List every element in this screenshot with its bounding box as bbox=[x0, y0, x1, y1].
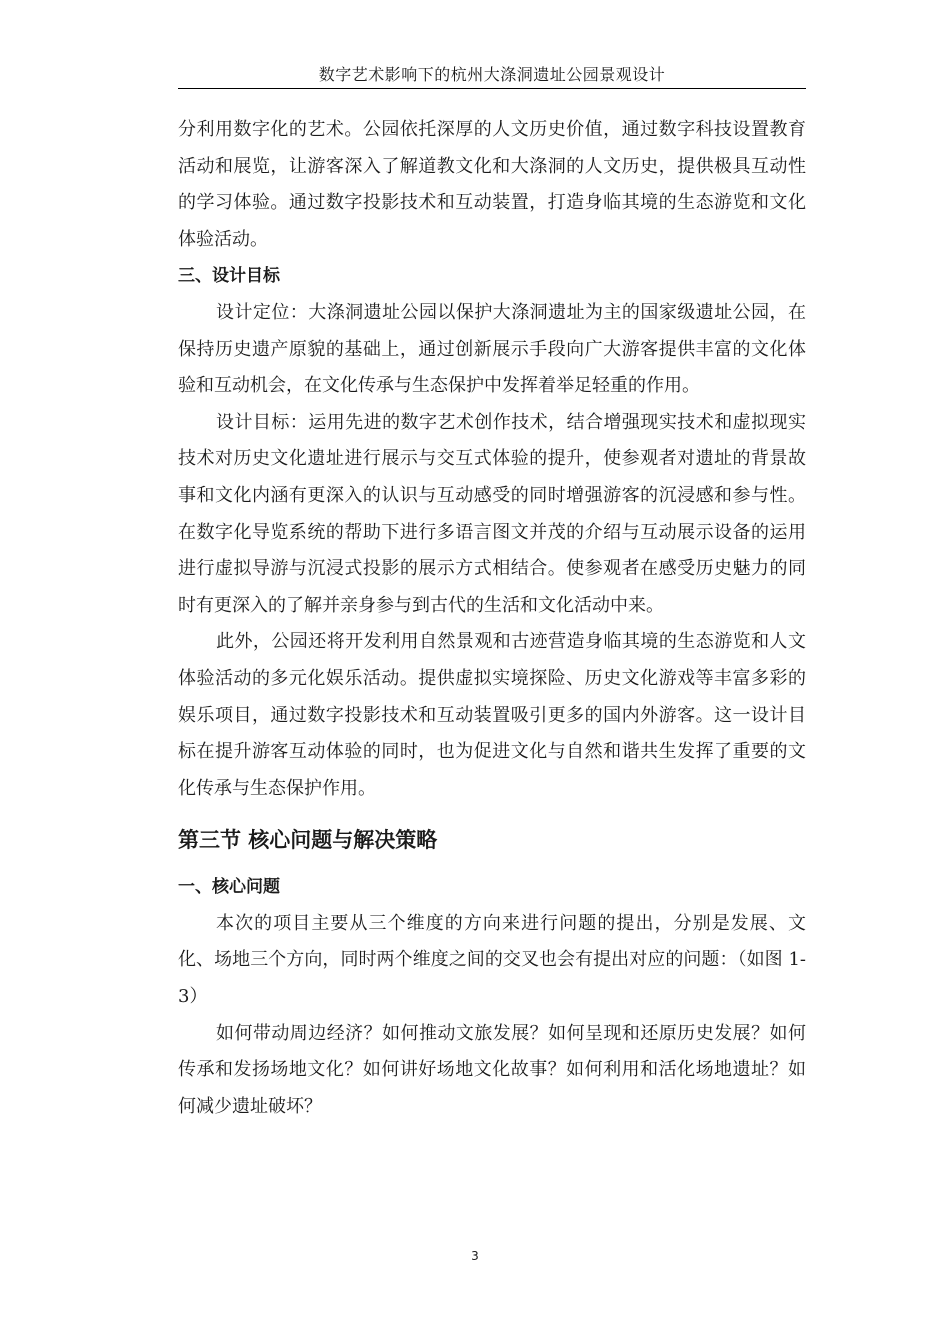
subsection-title-core-issues: 一、核心问题 bbox=[178, 877, 280, 898]
body-text bbox=[178, 112, 806, 1125]
paragraph-continued: 分利用数字化的艺术。公园依托深厚的人文历史价值，通过数字科技设置教育活动和展览，让游客深入了解道教文化和大涤洞的人文历史，提供极具互动性的学习体验。通过数字投影技术和互动装置，打造身临其境的生态游览和文化体验活动。 bbox=[178, 119, 806, 250]
paragraph-design-goal: 设计目标：运用先进的数字艺术创作技术，结合增强现实技术和虚拟现实技术对历史文化遗址进行展示与交互式体验的提升，使参观者对遗址的背景故事和文化内涵有更深入的认识与互动感受的同时增强游客的沉浸感和参与性。在数字化导览系统的帮助下进行多语言图文并茂的介绍与互动展示设备的运用进行虚拟导游与沉浸式投影的展示方式相结合。使参观者在感受历史魅力的同时有更深入的了解并亲身参与到古代的生活和文化活动中来。 bbox=[178, 411, 806, 616]
paragraph-issues-intro: 本次的项目主要从三个维度的方向来进行问题的提出，分别是发展、文化、场地三个方向，同时两个维度之间的交叉也会有提出对应的问题：（如图 1-3） bbox=[178, 912, 806, 1008]
header-divider bbox=[178, 88, 806, 89]
page-number: 3 bbox=[471, 1249, 479, 1263]
paragraph-questions: 如何带动周边经济？如何推动文旅发展？如何呈现和还原历史发展？如何传承和发扬场地文化？如何讲好场地文化故事？如何利用和活化场地遗址？如何减少遗址破坏？ bbox=[178, 1022, 806, 1117]
section-title: 第三节 核心问题与解决策略 bbox=[178, 828, 438, 853]
paragraph-additionally: 此外，公园还将开发利用自然景观和古迹营造身临其境的生态游览和人文体验活动的多元化娱乐活动。提供虚拟实境探险、历史文化游戏等丰富多彩的娱乐项目，通过数字投影技术和互动装置吸引更多的国内外游客。这一设计目标在提升游客互动体验的同时，也为促进文化与自然和谐共生发挥了重要的文化传承与生态保护作用。 bbox=[178, 631, 806, 799]
paragraph-design-positioning: 设计定位：大涤洞遗址公园以保护大涤洞遗址为主的国家级遗址公园，在保持历史遗产原貌的基础上，通过创新展示手段向广大游客提供丰富的文化体验和互动机会，在文化传承与生态保护中发挥着举足轻重的作用。 bbox=[178, 301, 806, 397]
running-header-title: 数字艺术影响下的杭州大涤洞遗址公园景观设计 bbox=[318, 65, 666, 84]
subsection-title-design-goals: 三、设计目标 bbox=[178, 266, 280, 287]
